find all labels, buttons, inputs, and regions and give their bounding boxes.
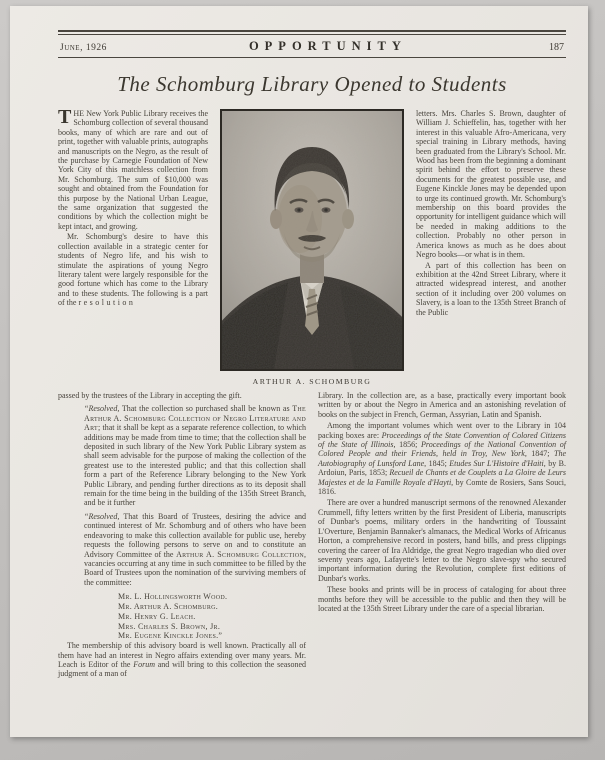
paragraph-collection-base: Library. In the collection are, as a base, practically every important book written by or about the Negro in America and an astonishing revelation of books on the subject in French, German, Assyrian, Latin and Spanish. — [318, 391, 566, 419]
article-lower-section — [58, 391, 566, 679]
paragraph-desire-text: Mr. Schomburg's desire to have this collection available in a strategic center for students of Negro life, and his wish to stimulate the aspirations of young Negro literary talent were largely responsible for the good fortune which has come to the Library and to these students. The following is a part of the — [58, 232, 208, 308]
collection-name: The Arthur A. Schomburg Collection of Negro Literature and Art — [84, 404, 306, 433]
collection-name: Arthur A. Schomburg Collection — [176, 549, 304, 559]
committee-member: Mrs. Charles S. Brown, Jr. — [118, 621, 221, 631]
paragraph-bridge: passed by the trustees of the Library in accepting the gift. — [58, 391, 242, 400]
spaced-word: resolution — [78, 298, 136, 308]
portrait-photo-art — [222, 111, 402, 369]
masthead-row — [58, 35, 566, 57]
figure-column — [220, 109, 404, 386]
paragraph-exhibition: A part of this collection has been on exhibition at the 42nd Street Library, where it attracted widespread interest, and another section of it including over 200 volumes on Slavery, is a loan to the 135th Street Branch of the Public — [416, 260, 566, 317]
photo-caption: ARTHUR A. SCHOMBURG — [252, 377, 372, 386]
committee-member: Mr. Henry G. Leach. — [118, 611, 196, 621]
committee-member: Mr. Arthur A. Schomburg. — [118, 601, 219, 611]
committee-member: Mr. Eugene Kinckle Jones.” — [118, 631, 223, 641]
committee-member: Mr. L. Hollingsworth Wood. — [118, 592, 228, 602]
masthead-rule-thick — [58, 30, 566, 32]
resolved-text: That this Board of Trustees, desiring the advice and continued interest of Mr. Schomburg and of others who have been endeavoring to make this collection available for public use, hereby requests the following persons to serve on and to constitute an Advisory Committee of the — [84, 511, 306, 559]
resolved-text: That the collection so purchased shall be known as — [119, 404, 293, 414]
masthead-rule-under — [58, 57, 566, 58]
paragraph-opening-text: HE New York Public Library receives the Schomburg collection of several thousand books, many of which are rare and out of print, together with valuable prints, autographs and manuscripts on the Negro, as the result of the purchase by Carnegie Foundation of New York City of this matchless collection from Mr. Schomburg. The sum of $10,000 was sought and obtained from the Foundation for this purpose by the National Urban League, the same organization that suggested the conditions by which the collection might be kept intact, and growing. — [58, 109, 208, 231]
article-top-section — [58, 106, 566, 386]
paragraph-letters: letters. Mrs. Charles S. Brown, daughter of William J. Schieffelin, has, together with her interest in this valuable Afro-Americana, very special training in Library methods, having been graduated from the Library's School. Mr. Wood has been from the beginning a dominant spirit behind the effort to preserve these documents for the greatest possible use, and Eugene Kinckle Jones may be depended upon to urge its continued growth. Mr. Schomburg's membership on this board provides the opportunity for intelligent guidance which will be needed in making additions to the collection. Probably no other person in America knows as much as he does about Negro books—or what is in them. — [416, 109, 566, 260]
resolved-lead: “Resolved, — [84, 404, 120, 414]
page-number: 187 — [549, 42, 564, 53]
resolution-quote-2 — [84, 512, 306, 587]
lower-left-column — [58, 391, 306, 679]
resolved-text: , vacancies occurring at any time in such committee to be filled by the Board of Trustees upon the nomination of the surviving members of the committee: — [84, 549, 306, 587]
paragraph-important-volumes: Among the important volumes which went over to the Library in 104 packing boxes are: Proceedings of the State Convention of Colored Citizens of the State of Illinois, 1856; Proceedings of the National Convention of Colored People and their Friends, held in Troy, New York, 1847; The Autobiography of Lunsford Lane, 1845; Etudes Sur L'Histoire d'Haiti, by B. Ardoiun, Paris, 1853; Recueil de Chants et de Couplets a La Gloire de Leurs Majestes et de la Famille Royale d'Hayti, by Comte de Rosiers, Sans Souci, 1816. — [318, 421, 567, 497]
masthead — [58, 30, 566, 58]
resolved-lead: “Resolved, — [84, 511, 120, 521]
paragraph-opening — [58, 106, 208, 231]
lower-right-column — [318, 391, 566, 679]
left-column — [58, 106, 208, 386]
committee-list — [118, 592, 306, 641]
forum-title: Forum — [133, 659, 155, 669]
journal-title: OPPORTUNITY — [248, 39, 407, 53]
right-column — [416, 109, 566, 386]
membership-text: and will bring to this collection the seasoned judgment of a man of — [58, 659, 307, 679]
membership-text: The membership of this advisory board is well known. Practically all of them have had an interest in Negro affairs extending over many years. Mr. Leach is Editor of the — [58, 641, 306, 669]
paragraph-cataloging: These books and prints will be in process of cataloging for about three months before they will be accessible to the public and then they will be located at the 135th Street Library under the care of a special librarian. — [318, 585, 566, 613]
resolved-text: ; that it shall be kept as a separate reference collection, to which additions may be made from time to time; that the collection shall be deposited in such library of the New York Public Library system as shall seem advisable for the purpose of making the collection of the greatest use to the interested public; and that this collection shall form a part of the Reference Library belonging to the New York Public Library, and pending further directions as to its deposit shall remain for the time being in the building of the 135th Street Branch, and be it further — [84, 423, 306, 508]
paragraph-desire — [58, 232, 208, 307]
paragraph-manuscripts: There are over a hundred manuscript sermons of the renowned Alexander Crummell, fifty letters written by the first President of Liberia, manuscripts of Dunbar's poems, military orders in the handwriting of Toussaint L'Overture, Benjamin Bannaker's almanacs, the Medical Works of Africanus Horton, a comprehensive record in posters, hand bills, and press clippings covering the career of Ira Aldridge, the great Negro tragedian who died over seventy years ago, Lafayette's letter to the Negro slave-spy who secured important information during the Revolution, complete first editions of Dunbar's works. — [318, 498, 566, 583]
resolution-quote-1 — [84, 404, 306, 507]
drop-cap: T — [58, 106, 72, 128]
portrait-photo — [220, 109, 404, 371]
article-title: The Schomburg Library Opened to Students — [117, 72, 507, 96]
issue-date: June, 1926 — [60, 43, 107, 53]
magazine-page — [10, 6, 588, 737]
paragraph-membership — [58, 641, 306, 679]
page-content — [10, 6, 588, 679]
